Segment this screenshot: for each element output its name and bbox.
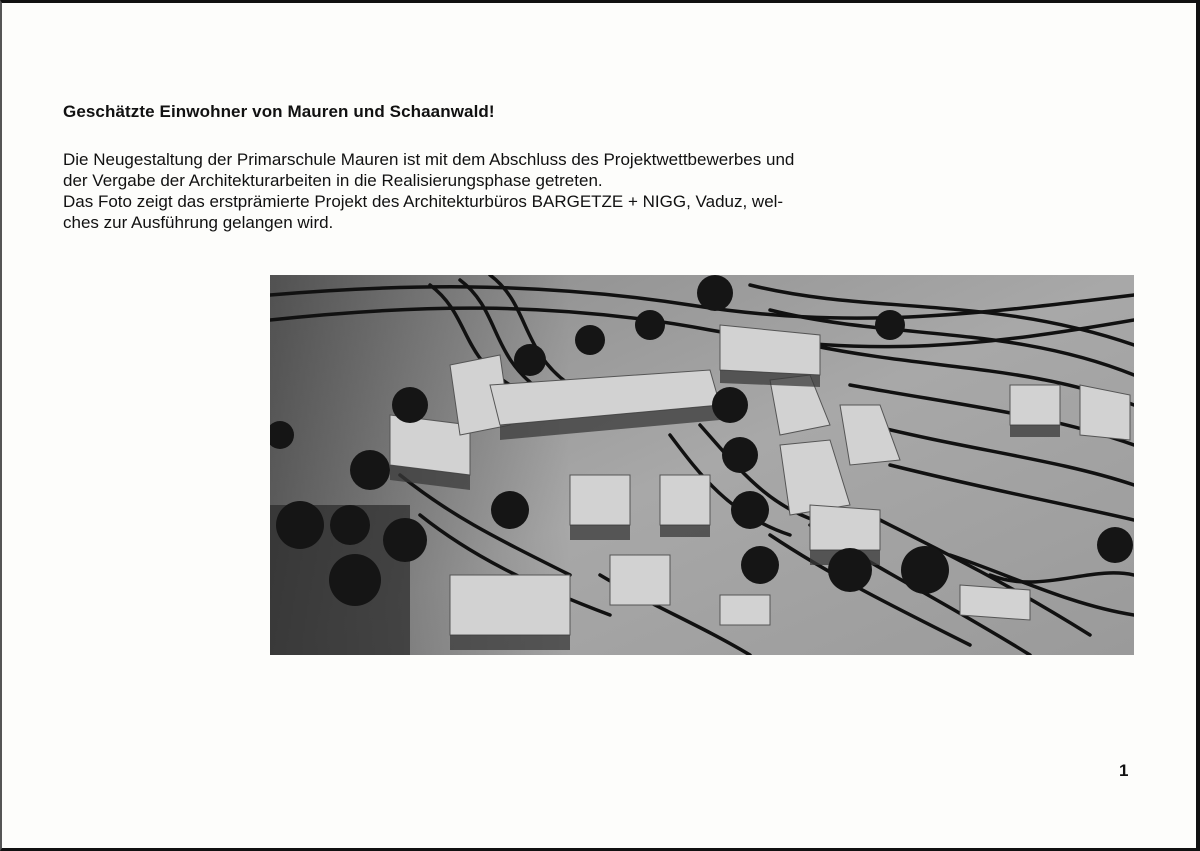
- architecture-model-photo: [270, 275, 1134, 655]
- intro-paragraph: [63, 149, 943, 233]
- page-number: 1: [1119, 761, 1129, 780]
- paragraph-line: Das Foto zeigt das erstprämierte Projekt des Architekturbüros BARGETZE + NIGG, Vaduz, wel-: [63, 192, 784, 211]
- paragraph-line: der Vergabe der Architekturarbeiten in die Realisierungsphase getreten.: [63, 171, 603, 190]
- model-photo-illustration: [270, 275, 1134, 655]
- paragraph-line: ches zur Ausführung gelangen wird.: [63, 213, 334, 232]
- paragraph-line: Die Neugestaltung der Primarschule Mauren ist mit dem Abschluss des Projektwettbewerbes und: [63, 150, 795, 169]
- greeting-heading: Geschätzte Einwohner von Mauren und Schaanwald!: [63, 102, 495, 121]
